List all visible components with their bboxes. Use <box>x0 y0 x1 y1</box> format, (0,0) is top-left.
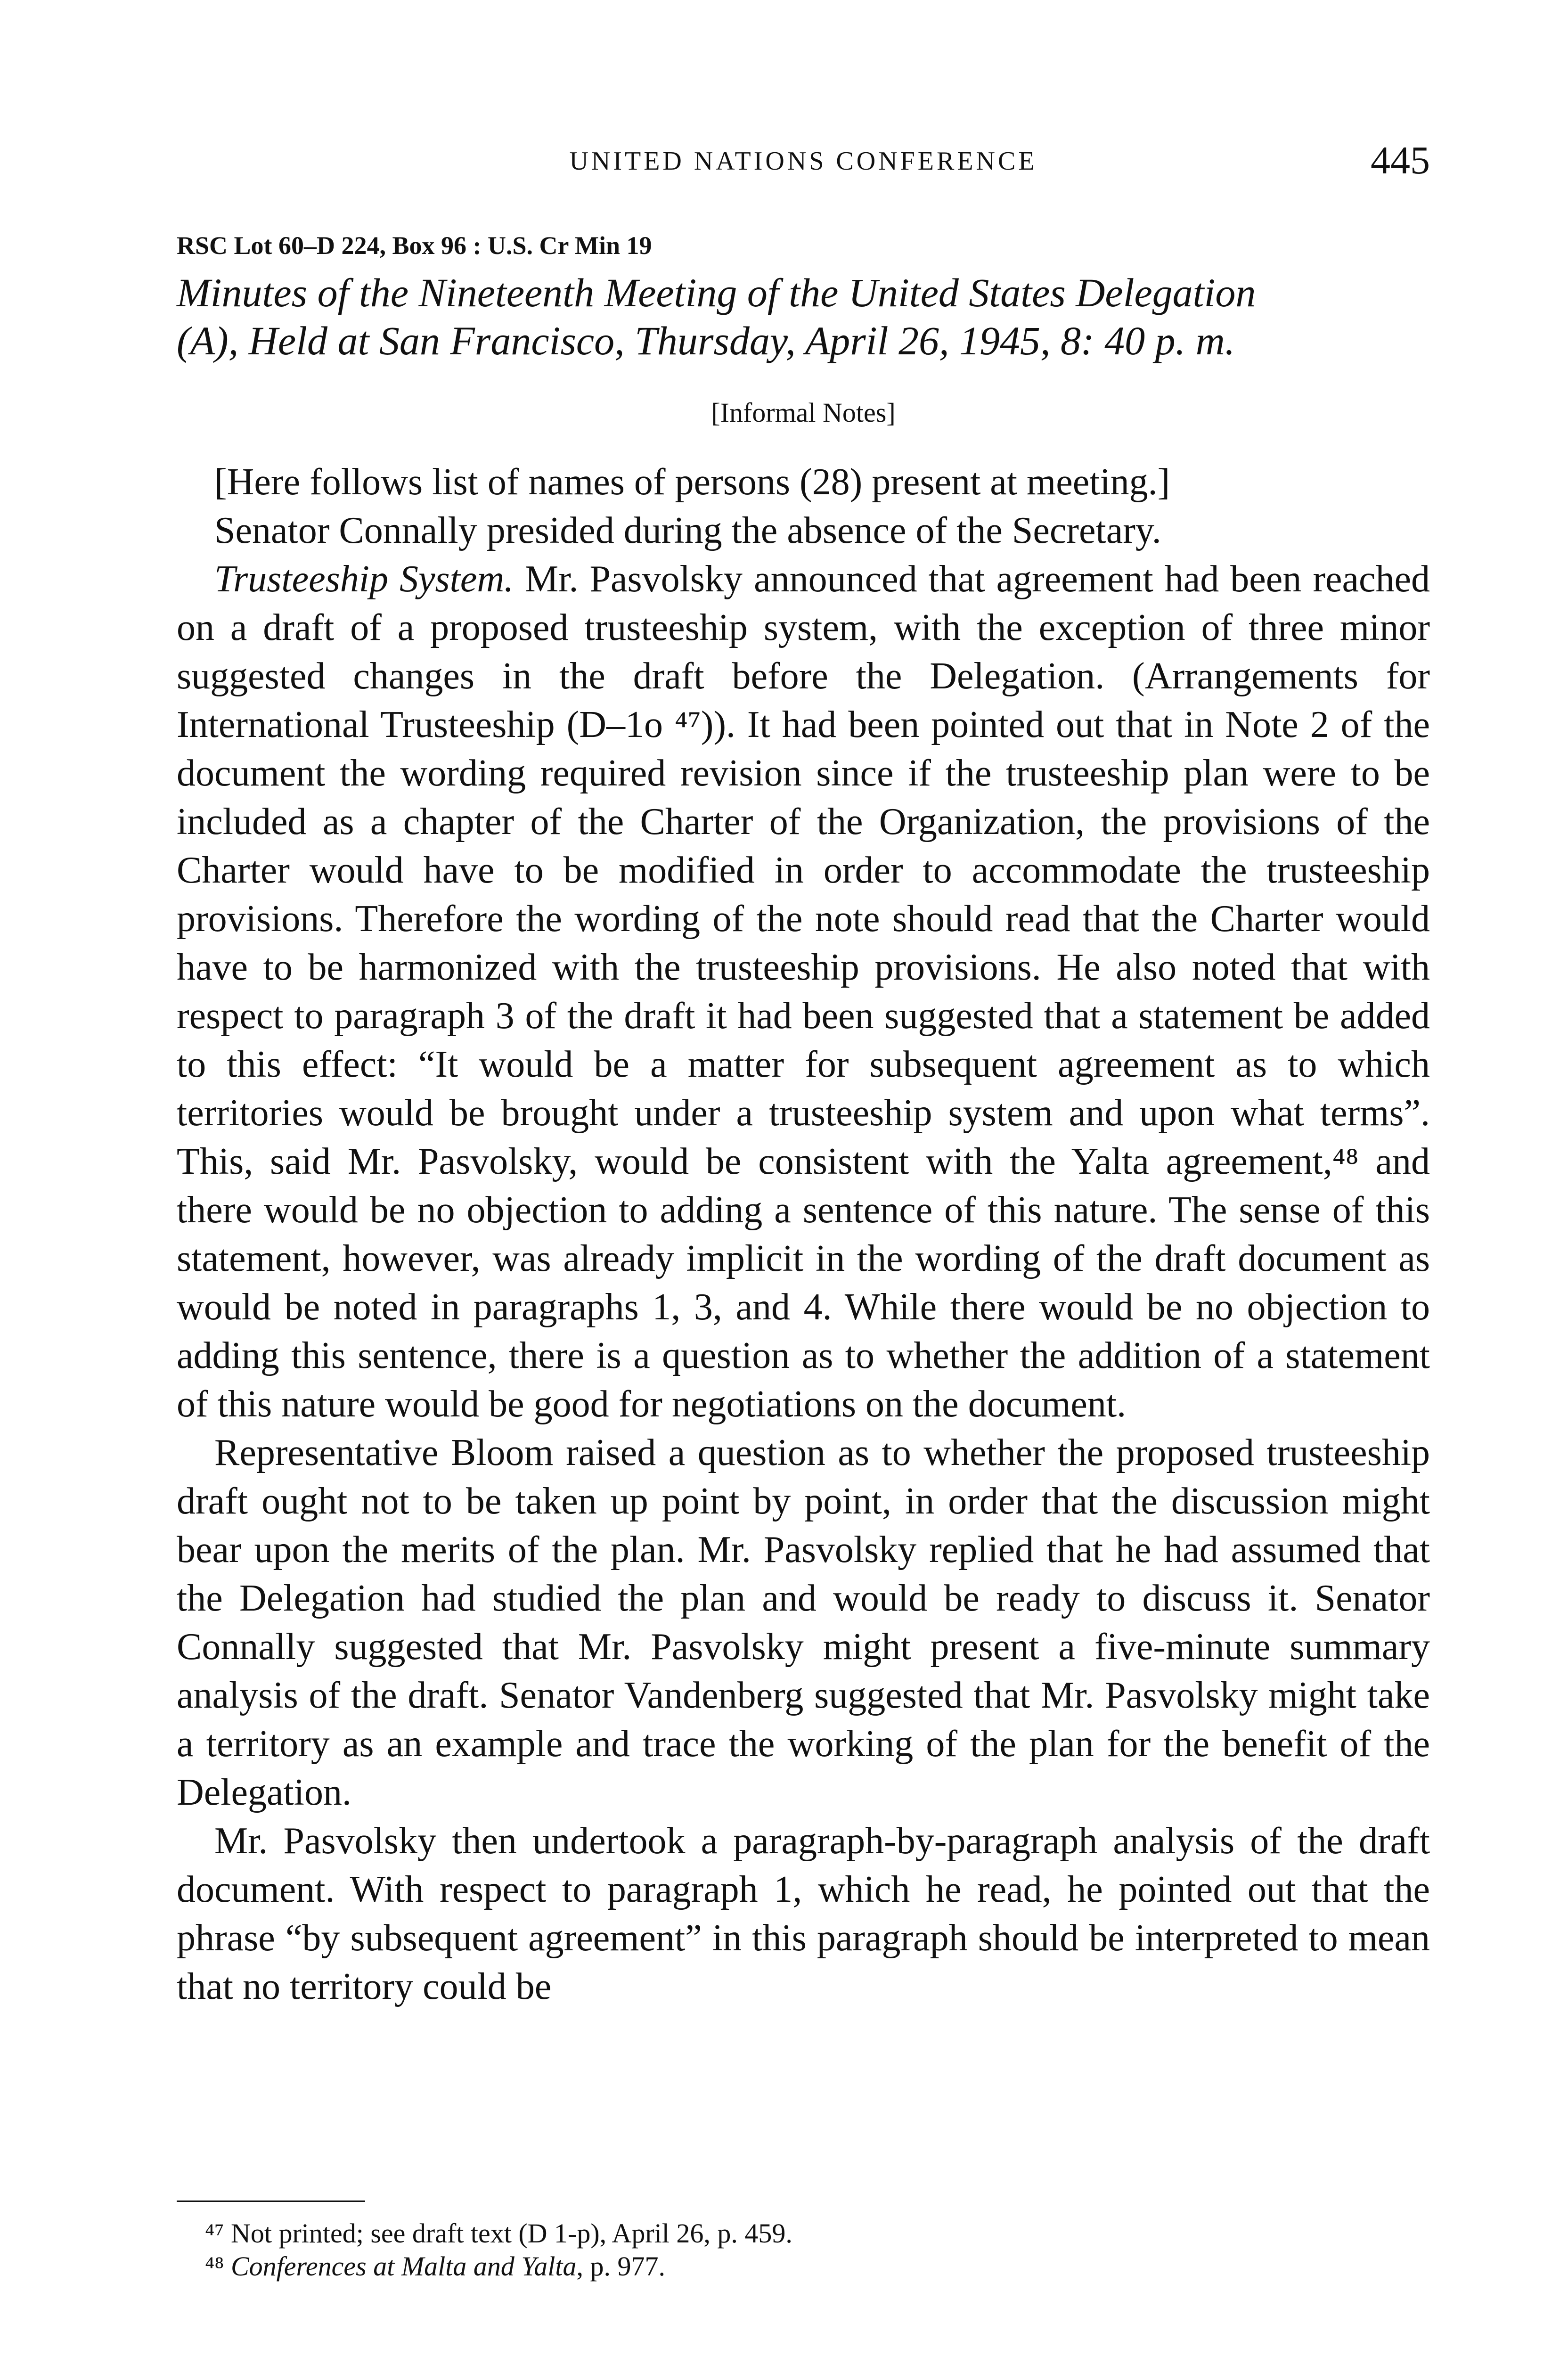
document-title <box>177 269 1430 365</box>
paragraph-attendance: [Here follows list of names of persons (28) present at meeting.] <box>214 461 1170 503</box>
running-title: UNITED NATIONS CONFERENCE <box>569 147 1037 176</box>
source-reference: RSC Lot 60–D 224, Box 96 : U.S. Cr Min 19 <box>177 231 652 260</box>
footnote-48 <box>177 2250 1430 2283</box>
informal-notes-label: [Informal Notes] <box>711 397 896 428</box>
footnote-divider <box>177 2201 365 2202</box>
footnote-48-page: , p. 977. <box>576 2251 666 2282</box>
paragraph-trusteeship-text: Mr. Pasvolsky announced that agreement had been reached on a draft of a proposed trusteeship system, with the exception of three minor suggested changes in the draft before the Delegation. (Arrangements for International Trusteeship (D–1o ⁴⁷)). It had been pointed out that in Note 2 of the document the wording required revision since if the trusteeship plan were to be included as a chapter of the Charter of the Organization, the provisions of the Charter would have to be modified in order to accommodate the trusteeship provisions. Therefore the wording of the note should read that the Charter would have to be harmonized with the trusteeship provisions. He also noted that with respect to paragraph 3 of the draft it had been suggested that a statement be added to this effect: “It would be a matter for subsequent agreement as to which territories would be brought under a trusteeship system and upon what terms”. This, said Mr. Pasvolsky, would be consistent with the Yalta agreement,⁴⁸ and there would be no objection to adding a sentence of this nature. The sense of this statement, however, was already implicit in the wording of the draft document as would be noted in paragraphs 1, 3, and 4. While there would be no objection to adding this sentence, there is a question as to whether the addition of a statement of this nature would be good for negotiations on the document. <box>177 558 1430 1425</box>
running-header <box>177 138 1430 194</box>
document-title-line-2: (A), Held at San Francisco, Thursday, April 26, 1945, 8: 40 p. m. <box>177 318 1235 363</box>
footnote-48-title: Conferences at Malta and Yalta <box>230 2251 577 2282</box>
footnote-48-number: ⁴⁸ <box>205 2251 231 2282</box>
footnotes <box>177 2217 1430 2283</box>
paragraph-trusteeship <box>177 555 1430 1429</box>
body-text <box>177 458 1430 2011</box>
paragraph-presiding: Senator Connally presided during the absence of the Secretary. <box>214 510 1161 551</box>
run-in-heading: Trusteeship System. <box>214 558 514 600</box>
paragraph-bloom: Representative Bloom raised a question as to whether the proposed trusteeship draft ought not to be taken up point by point, in order that the discussion might bear upon the merits of the plan. Mr. Pasvolsky replied that he had assumed that the Delegation had studied the plan and would be ready to discuss it. Senator Connally suggested that Mr. Pasvolsky might present a five-minute summary analysis of the draft. Senator Vandenberg suggested that Mr. Pasvolsky might take a territory as an example and trace the working of the plan for the benefit of the Delegation. <box>177 1432 1430 1813</box>
footnote-47: ⁴⁷ Not printed; see draft text (D 1-p), April 26, p. 459. <box>205 2218 792 2249</box>
document-title-line-1: Minutes of the Nineteenth Meeting of the United States Delegation <box>177 270 1256 315</box>
paragraph-analysis: Mr. Pasvolsky then undertook a paragraph-by-paragraph analysis of the draft document. With respect to paragraph 1, which he read, he pointed out that the phrase “by subsequent agreement” in this paragraph should be interpreted to mean that no territory could be <box>177 1820 1430 2007</box>
page-number: 445 <box>1371 139 1430 182</box>
